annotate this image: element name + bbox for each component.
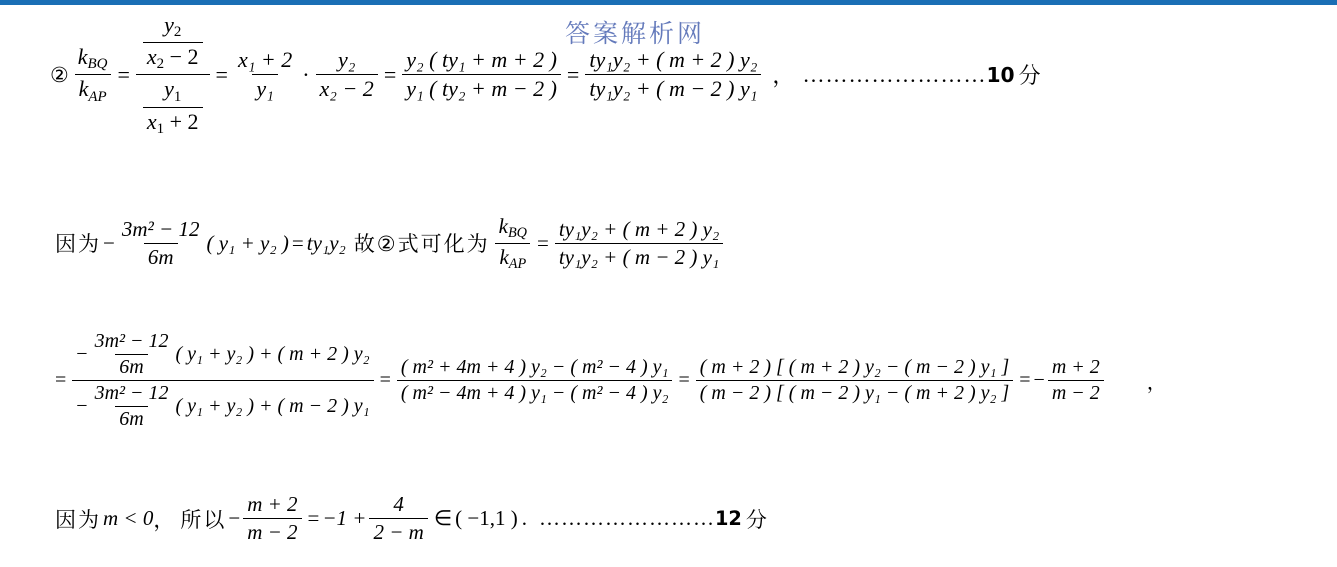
fraction-mplus2-over-mminus2 xyxy=(243,492,301,545)
y-subscript: 2 xyxy=(173,24,182,41)
label-because: 因为 xyxy=(55,232,101,257)
element-of-symbol: ∈ xyxy=(433,506,453,530)
equals-sign-3: = xyxy=(678,369,690,391)
fraction-x1plus2-over-y1 xyxy=(234,47,296,102)
inner-fraction-num xyxy=(91,330,173,379)
equals-sign: = xyxy=(291,230,304,255)
y-subscript: 1 xyxy=(173,88,182,105)
y-letter: y xyxy=(164,12,174,37)
numerator: 3m² − 12 xyxy=(121,216,200,241)
label-therefore: 故②式可化为 xyxy=(353,232,490,257)
numerator: ty₁y₂ + ( m + 2 ) y₂ xyxy=(589,47,758,73)
equals-sign-2: = xyxy=(537,230,549,255)
numerator: x₁ + 2 xyxy=(237,47,293,73)
equation-line-3 xyxy=(52,330,1167,431)
minus-sign-4: − xyxy=(228,506,241,530)
denominator: m − 2 xyxy=(1048,380,1104,405)
equals-sign-2: = xyxy=(379,369,391,391)
k-bq-letter: k xyxy=(498,214,508,238)
denominator: 6m xyxy=(115,406,147,431)
denominator: y₁ ( ty₂ + m − 2 ) xyxy=(402,74,561,102)
fraction-expanded-1 xyxy=(402,47,561,102)
fraction-result-mplus2-mminus2 xyxy=(1048,356,1104,405)
denominator: ty₁y₂ + ( m − 2 ) y₁ xyxy=(585,74,761,102)
ty1y2-term: ty₁y₂ xyxy=(306,230,346,255)
comma-3: ， xyxy=(1146,370,1167,394)
denominator: 2 − m xyxy=(369,518,427,545)
score-unit-1: 分 xyxy=(1018,64,1043,90)
inner-fraction-y2-x2 xyxy=(143,12,203,73)
leader-dots-1: …………………… xyxy=(802,61,987,87)
numerator: m + 2 xyxy=(1051,356,1100,378)
equals-sign-lead: = xyxy=(55,369,67,391)
k-bq-subscript: BQ xyxy=(87,56,108,73)
y-letter: y xyxy=(164,76,174,102)
denominator: m − 2 xyxy=(243,518,301,545)
minus-two: − 2 xyxy=(164,44,199,70)
score-unit-4: 分 xyxy=(745,507,769,532)
period: . xyxy=(521,506,527,530)
k-bq-letter: k xyxy=(77,44,88,70)
fraction-expanded-2 xyxy=(585,47,761,102)
label-because-2: 因为 xyxy=(55,507,101,532)
denominator-rest: ( y₁ + y₂ ) + ( m − 2 ) y₁ xyxy=(175,395,370,417)
equation-line-4 xyxy=(55,492,769,545)
numerator: 3m² − 12 xyxy=(94,382,169,404)
fraction-4-over-2minusm xyxy=(369,492,427,545)
x-letter: x xyxy=(146,44,157,70)
minus-sign: − xyxy=(76,395,88,417)
leader-dots-4: …………………… xyxy=(538,506,715,530)
numerator: y₂ ( ty₁ + m + 2 ) xyxy=(406,47,557,73)
comma-1: ， xyxy=(772,64,795,90)
label-so: 所以 xyxy=(180,507,227,532)
k-ap-subscript: AP xyxy=(88,88,107,105)
k-ap-letter: k xyxy=(78,76,89,102)
equals-sign-1: = xyxy=(117,61,130,87)
k-ap-subscript: AP xyxy=(508,255,527,272)
interval-notation: ( −1,1 ) xyxy=(455,506,518,530)
watermark-text: 答案解析网 xyxy=(565,19,706,48)
equals-sign-3: = xyxy=(383,61,397,87)
condition-m-less-zero: m < 0 xyxy=(103,506,154,530)
x-subscript: 1 xyxy=(156,120,165,137)
x-letter: x xyxy=(146,108,157,134)
score-value-4: 12 xyxy=(714,507,742,530)
fraction-expanded-squares xyxy=(397,356,673,405)
fraction-y2-over-x2minus2 xyxy=(316,47,378,102)
fraction-kbq-kap-2 xyxy=(495,214,531,273)
k-bq-subscript: BQ xyxy=(507,224,527,241)
paren-y1-plus-y2: ( y₁ + y₂ ) xyxy=(206,230,289,255)
fraction-kbq-kap xyxy=(74,44,112,105)
equals-sign-4a: = xyxy=(307,506,320,530)
denominator: 6m xyxy=(144,243,178,270)
top-accent-bar xyxy=(0,0,1337,5)
inner-fraction-den xyxy=(91,382,173,431)
equation-line-1 xyxy=(50,12,1043,138)
numerator: 3m² − 12 xyxy=(94,330,169,352)
numerator: m + 2 xyxy=(247,492,298,516)
multiplication-dot: · xyxy=(302,61,310,87)
minus-one-plus: −1 + xyxy=(322,506,367,530)
x-subscript: 2 xyxy=(156,56,165,73)
compound-fraction-1 xyxy=(72,330,373,431)
denominator: ( m² − 4m + 4 ) y₁ − ( m² − 4 ) y₂ xyxy=(397,380,673,405)
fraction-3m2minus12-over-6m xyxy=(118,217,204,270)
k-ap-letter: k xyxy=(499,244,509,269)
numerator: ( m + 2 ) [ ( m + 2 ) y₂ − ( m − 2 ) y₁ ] xyxy=(699,356,1010,378)
numerator-rest: ( y₁ + y₂ ) + ( m + 2 ) y₂ xyxy=(175,343,370,365)
step-marker-2: ② xyxy=(50,62,69,87)
fraction-factored xyxy=(696,356,1014,405)
nested-fraction-1 xyxy=(136,12,210,138)
denominator: 6m xyxy=(115,354,147,379)
result-minus-sign: − xyxy=(1033,369,1045,391)
score-value-1: 10 xyxy=(986,62,1015,87)
equals-sign-4: = xyxy=(566,61,580,87)
denominator: ( m − 2 ) [ ( m − 2 ) y₁ − ( m + 2 ) y₂ ] xyxy=(696,380,1014,405)
equals-sign-2: = xyxy=(215,61,228,87)
plus-two: + 2 xyxy=(164,108,199,134)
denominator: y₁ xyxy=(252,74,277,102)
equals-sign-4: = xyxy=(1019,369,1031,391)
numerator: ( m² + 4m + 4 ) y₂ − ( m² − 4 ) y₁ xyxy=(400,356,669,378)
numerator: ty₁y₂ + ( m + 2 ) y₂ xyxy=(558,216,720,241)
numerator: y₂ xyxy=(337,47,356,73)
equation-line-2 xyxy=(55,214,726,273)
fraction-result-2 xyxy=(555,217,723,270)
denominator: ty₁y₂ + ( m − 2 ) y₁ xyxy=(555,243,723,270)
minus-sign: − xyxy=(103,230,115,255)
comma-4a: ， xyxy=(153,507,175,532)
denominator: x₂ − 2 xyxy=(316,74,378,102)
numerator: 4 xyxy=(393,492,404,516)
inner-fraction-y1-x1 xyxy=(143,76,203,137)
minus-sign: − xyxy=(76,343,88,365)
